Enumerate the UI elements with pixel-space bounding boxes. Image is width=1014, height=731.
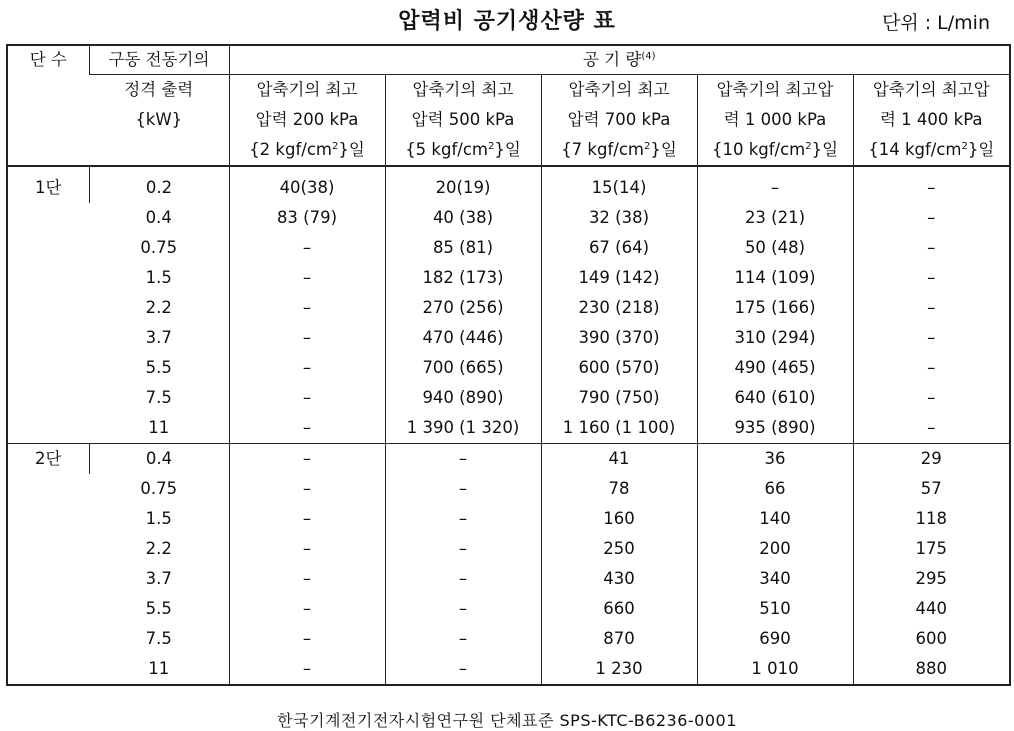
header-air-note: (4) xyxy=(641,51,656,62)
air-amount-cell: – xyxy=(229,293,385,323)
table-row xyxy=(7,474,1010,504)
air-amount-cell: – xyxy=(229,323,385,353)
air-amount-cell: 40 (38) xyxy=(385,203,541,233)
air-amount-cell: 175 xyxy=(853,534,1010,564)
air-amount-cell: 690 xyxy=(697,624,853,654)
motor-kw-cell: 5.5 xyxy=(145,358,172,377)
air-amount-cell: 160 xyxy=(541,504,697,534)
air-amount-cell: – xyxy=(697,166,853,203)
motor-kw-cell: 1.5 xyxy=(145,509,172,528)
air-amount-cell: 114 (109) xyxy=(697,263,853,293)
air-amount-cell: 510 xyxy=(697,594,853,624)
header-col-4-line2: 력 1 400 kPa xyxy=(853,105,1010,135)
air-amount-cell: 940 (890) xyxy=(385,383,541,413)
motor-kw-cell: 0.75 xyxy=(140,238,178,257)
motor-kw-cell: 1.5 xyxy=(145,268,172,287)
air-amount-cell: 1 010 xyxy=(697,654,853,685)
table-row xyxy=(7,594,1010,624)
air-amount-cell: 790 (750) xyxy=(541,383,697,413)
air-amount-cell: 200 xyxy=(697,534,853,564)
header-motor-line1: 구동 전동기의 xyxy=(89,45,229,75)
page-title: 압력비 공기생산량 표 xyxy=(398,9,616,34)
air-amount-cell: – xyxy=(229,263,385,293)
air-amount-cell: – xyxy=(385,564,541,594)
air-amount-cell: – xyxy=(853,293,1010,323)
header-col-4-unit: {14 kgf/cm xyxy=(868,140,962,159)
air-amount-cell: – xyxy=(229,624,385,654)
air-amount-cell: – xyxy=(385,444,541,475)
motor-kw-cell: 7.5 xyxy=(145,388,172,407)
motor-kw-cell: 3.7 xyxy=(145,328,172,347)
header-col-4-exponent: 2 xyxy=(961,141,968,152)
air-amount-cell: 40(38) xyxy=(229,166,385,203)
header-col-1-suffix: }일 xyxy=(494,140,521,159)
motor-kw-cell: 0.75 xyxy=(140,479,178,498)
air-amount-cell: 67 (64) xyxy=(541,233,697,263)
header-air-amount xyxy=(229,45,1010,75)
table-row xyxy=(7,534,1010,564)
header-motor-line3: {kW} xyxy=(135,110,183,129)
header-stage: 단 수 xyxy=(7,45,89,166)
header-col-1-line3 xyxy=(385,135,541,166)
air-amount-cell: – xyxy=(853,166,1010,203)
table-row xyxy=(7,166,1010,203)
air-amount-cell: – xyxy=(385,474,541,504)
air-amount-cell: 880 xyxy=(853,654,1010,685)
air-amount-cell: 29 xyxy=(853,444,1010,475)
air-amount-cell: 1 390 (1 320) xyxy=(385,413,541,444)
header-col-3-exponent: 2 xyxy=(805,141,812,152)
header-col-3-line2: 력 1 000 kPa xyxy=(697,105,853,135)
header-col-0-unit: {2 kgf/cm xyxy=(249,140,332,159)
table-row xyxy=(7,233,1010,263)
air-amount-cell: 20(19) xyxy=(385,166,541,203)
motor-kw-cell: 7.5 xyxy=(145,629,172,648)
table-row xyxy=(7,413,1010,444)
air-amount-cell: – xyxy=(385,534,541,564)
motor-kw-cell: 0.2 xyxy=(89,166,229,203)
header-motor-blank xyxy=(89,135,229,166)
header-col-3-line3 xyxy=(697,135,853,166)
air-amount-cell: 310 (294) xyxy=(697,323,853,353)
header-col-3-line1: 압축기의 최고압 xyxy=(697,75,853,106)
air-amount-cell: – xyxy=(229,504,385,534)
air-amount-cell: 23 (21) xyxy=(697,203,853,233)
air-amount-cell: 182 (173) xyxy=(385,263,541,293)
table-row xyxy=(7,444,1010,475)
motor-kw-cell: 5.5 xyxy=(145,599,172,618)
header-col-2-unit: {7 kgf/cm xyxy=(561,140,644,159)
air-amount-cell: 1 230 xyxy=(541,654,697,685)
stage-cell: 1단 xyxy=(35,178,62,197)
motor-kw-cell: 2.2 xyxy=(145,298,172,317)
header-col-0-suffix: }일 xyxy=(338,140,365,159)
table-row xyxy=(7,293,1010,323)
air-amount-cell: – xyxy=(853,263,1010,293)
air-amount-cell: 36 xyxy=(697,444,853,475)
air-amount-cell: 250 xyxy=(541,534,697,564)
air-amount-cell: – xyxy=(853,323,1010,353)
header-col-4-line1: 압축기의 최고압 xyxy=(853,75,1010,106)
motor-kw-cell: 2.2 xyxy=(145,539,172,558)
air-amount-cell: 600 xyxy=(853,624,1010,654)
air-amount-cell: – xyxy=(229,654,385,685)
air-amount-cell: – xyxy=(385,594,541,624)
header-col-0-line3 xyxy=(229,135,385,166)
air-amount-cell: – xyxy=(853,203,1010,233)
stage-cell: 2단 xyxy=(7,444,89,686)
air-amount-cell: – xyxy=(229,383,385,413)
air-amount-cell: – xyxy=(229,534,385,564)
air-amount-cell: 440 xyxy=(853,594,1010,624)
table-row xyxy=(7,263,1010,293)
air-amount-cell: 66 xyxy=(697,474,853,504)
air-amount-cell: 640 (610) xyxy=(697,383,853,413)
air-amount-cell: 270 (256) xyxy=(385,293,541,323)
air-production-table xyxy=(6,44,1011,686)
motor-kw-cell: 3.7 xyxy=(145,569,172,588)
air-amount-cell: – xyxy=(229,353,385,383)
air-amount-cell: 175 (166) xyxy=(697,293,853,323)
air-amount-cell: 660 xyxy=(541,594,697,624)
motor-kw-cell: 11 xyxy=(148,659,170,678)
header-col-2-line2: 압력 700 kPa xyxy=(541,105,697,135)
air-amount-cell: – xyxy=(229,444,385,475)
air-amount-cell: 83 (79) xyxy=(229,203,385,233)
table-row xyxy=(7,564,1010,594)
motor-kw-cell: 0.4 xyxy=(89,444,229,475)
header-col-1-line2: 압력 500 kPa xyxy=(385,105,541,135)
air-amount-cell: 41 xyxy=(541,444,697,475)
air-amount-cell: – xyxy=(229,233,385,263)
air-amount-cell: 1 160 (1 100) xyxy=(541,413,697,444)
air-amount-cell: – xyxy=(229,594,385,624)
header-col-2-line3 xyxy=(541,135,697,166)
header-col-1-exponent: 2 xyxy=(487,141,495,152)
header-col-4-line3 xyxy=(853,135,1010,166)
header-air-amount-label: 공 기 량 xyxy=(583,50,642,69)
header-col-1-unit: {5 kgf/cm xyxy=(405,140,488,159)
air-amount-cell: 85 (81) xyxy=(385,233,541,263)
motor-kw-cell: 11 xyxy=(148,418,170,437)
table-row xyxy=(7,624,1010,654)
air-amount-cell: – xyxy=(229,474,385,504)
air-amount-cell: 870 xyxy=(541,624,697,654)
table-row xyxy=(7,383,1010,413)
air-amount-cell: – xyxy=(853,353,1010,383)
table-row xyxy=(7,504,1010,534)
air-amount-cell: 230 (218) xyxy=(541,293,697,323)
table-row xyxy=(7,203,1010,233)
air-amount-cell: – xyxy=(853,413,1010,444)
footer-standard: 한국기계전기전자시험연구원 단체표준 SPS-KTC-B6236-0001 xyxy=(277,711,737,730)
air-amount-cell: 935 (890) xyxy=(697,413,853,444)
air-amount-cell: 78 xyxy=(541,474,697,504)
air-amount-cell: – xyxy=(229,564,385,594)
header-col-0-line1: 압축기의 최고 xyxy=(229,75,385,106)
header-col-1-line1: 압축기의 최고 xyxy=(385,75,541,106)
header-col-3-unit: {10 kgf/cm xyxy=(711,140,806,159)
header-motor-line2: 정격 출력 xyxy=(124,80,194,99)
air-amount-cell: 490 (465) xyxy=(697,353,853,383)
air-amount-cell: 700 (665) xyxy=(385,353,541,383)
table-row xyxy=(7,654,1010,685)
air-amount-cell: 50 (48) xyxy=(697,233,853,263)
motor-kw-cell: 0.4 xyxy=(145,208,172,227)
air-amount-cell: 140 xyxy=(697,504,853,534)
air-amount-cell: 57 xyxy=(853,474,1010,504)
air-amount-cell: – xyxy=(853,383,1010,413)
header-col-2-suffix: }일 xyxy=(650,140,677,159)
air-amount-cell: 600 (570) xyxy=(541,353,697,383)
air-amount-cell: 32 (38) xyxy=(541,203,697,233)
air-amount-cell: 390 (370) xyxy=(541,323,697,353)
header-col-0-line2: 압력 200 kPa xyxy=(229,105,385,135)
air-amount-cell: – xyxy=(853,233,1010,263)
air-amount-cell: – xyxy=(385,654,541,685)
header-col-4-suffix: }일 xyxy=(967,140,995,159)
header-col-3-suffix: }일 xyxy=(811,140,839,159)
air-amount-cell: 470 (446) xyxy=(385,323,541,353)
air-amount-cell: 340 xyxy=(697,564,853,594)
air-amount-cell: – xyxy=(385,504,541,534)
header-col-0-exponent: 2 xyxy=(331,141,339,152)
header-col-2-exponent: 2 xyxy=(643,141,651,152)
air-amount-cell: 149 (142) xyxy=(541,263,697,293)
unit-label: 단위 : L/min xyxy=(881,12,990,34)
table-row xyxy=(7,323,1010,353)
header-col-2-line1: 압축기의 최고 xyxy=(541,75,697,106)
table-row xyxy=(7,353,1010,383)
air-amount-cell: 295 xyxy=(853,564,1010,594)
air-amount-cell: – xyxy=(229,413,385,444)
air-amount-cell: 15(14) xyxy=(541,166,697,203)
air-amount-cell: 430 xyxy=(541,564,697,594)
air-amount-cell: – xyxy=(385,624,541,654)
air-amount-cell: 118 xyxy=(853,504,1010,534)
